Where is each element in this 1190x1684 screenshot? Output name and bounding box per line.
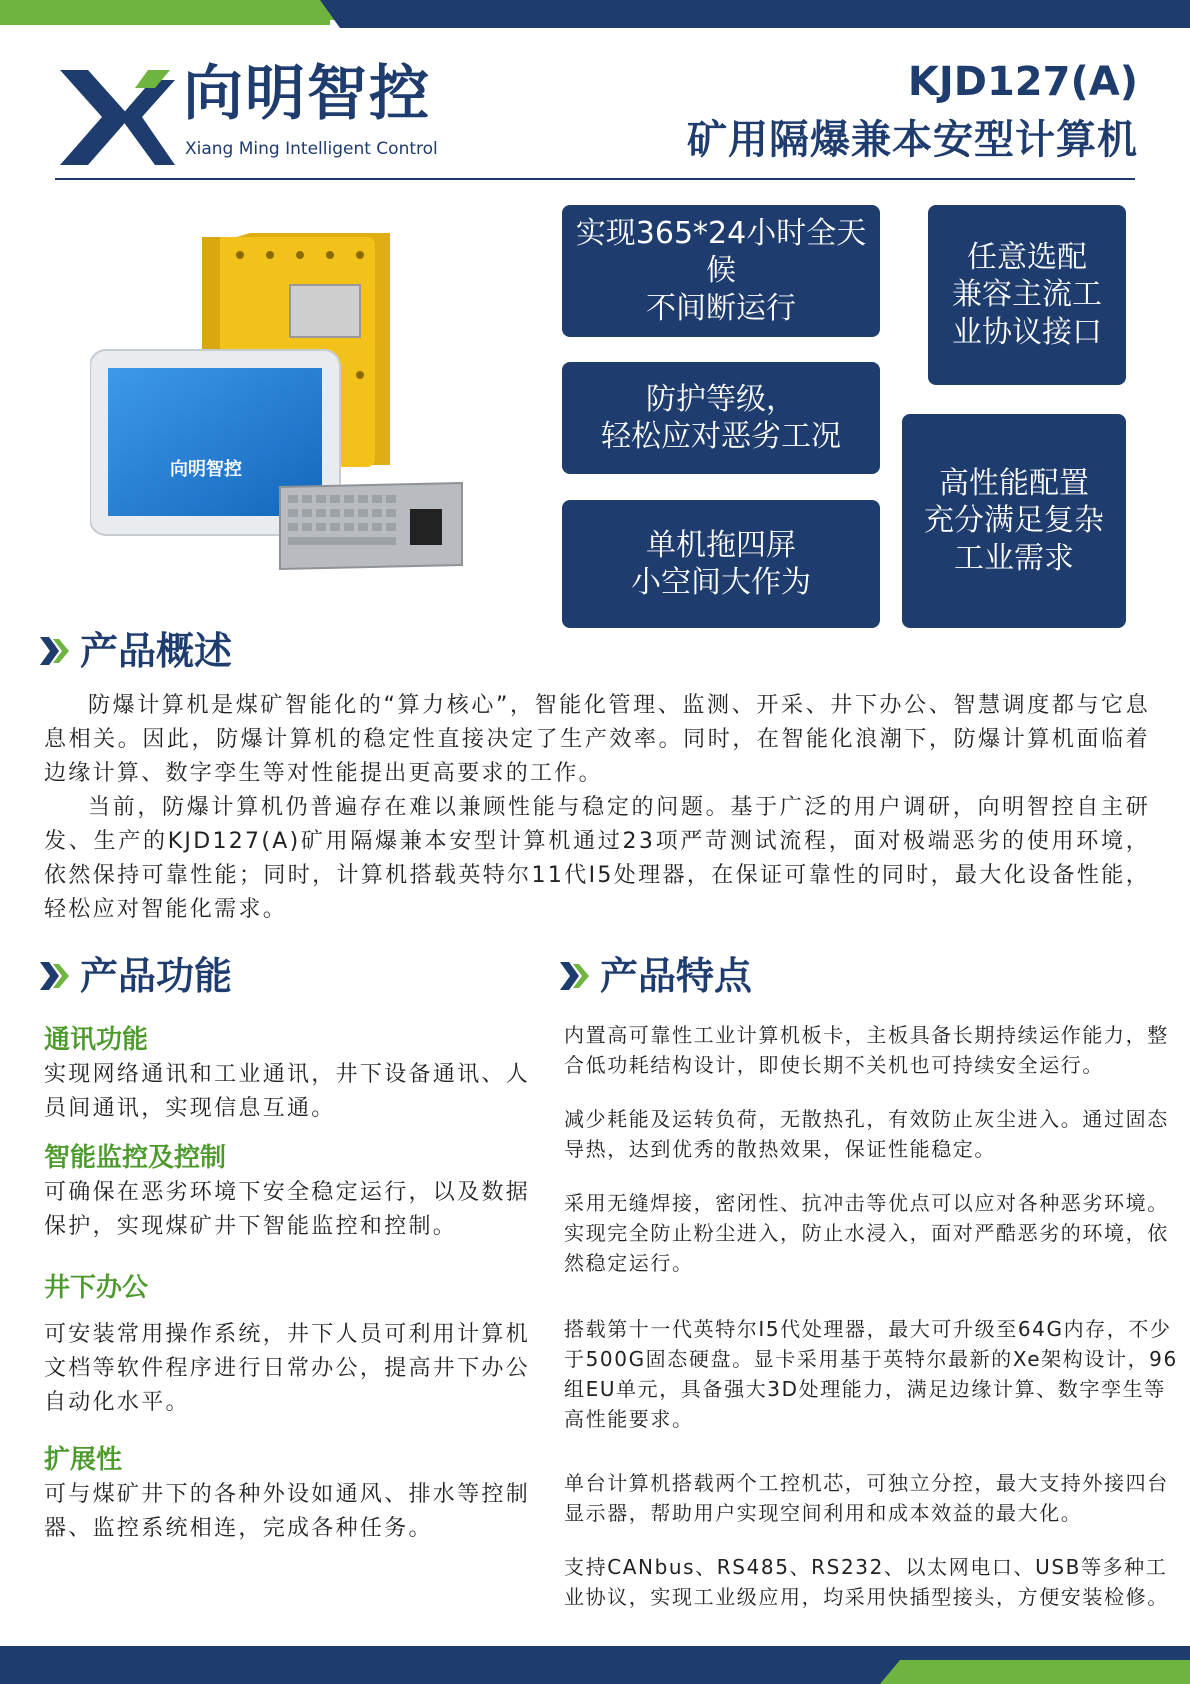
feature-item: 单台计算机搭载两个工控机芯，可独立分控，最大支持外接四台显示器，帮助用户实现空间利用和成本效益的最大化。 xyxy=(564,1471,1169,1525)
section-heading-functions: 产品功能 xyxy=(40,957,232,995)
bottom-green-stripe xyxy=(880,1660,1190,1684)
section-heading-overview: 产品概述 xyxy=(40,632,232,670)
function-text: 实现网络通讯和工业通讯，井下设备通讯、人员间通讯，实现信息互通。 xyxy=(44,1062,531,1121)
double-chevron-icon xyxy=(40,962,72,990)
brand-name-cn: 向明智控 xyxy=(183,59,431,129)
function-item xyxy=(44,1140,534,1244)
function-title: 通讯功能 xyxy=(44,1025,149,1055)
highlight-protection: 防护等级， 轻松应对恶劣工况 xyxy=(562,362,880,474)
features-list xyxy=(564,1020,1184,1612)
function-text: 可与煤矿井下的各种外设如通风、排水等控制器、监控系统相连，完成各种任务。 xyxy=(44,1482,531,1541)
function-item xyxy=(44,1442,534,1546)
brand-name-en: Xiang Ming Intelligent Control xyxy=(185,139,438,159)
feature-item: 内置高可靠性工业计算机板卡，主板具备长期持续运作能力，整合低功耗结构设计，即使长期不关机也可持续安全运行。 xyxy=(564,1023,1169,1077)
overview-text xyxy=(44,689,1150,927)
overview-paragraph: 防爆计算机是煤矿智能化的“算力核心”，智能化管理、监测、开采、井下办公、智慧调度都与它息息相关。因此，防爆计算机的稳定性直接决定了生产效率。同时，在智能化浪潮下，防爆计算机面临着边缘计算、数字孪生等对性能提出更高要求的工作。 xyxy=(44,693,1150,786)
feature-item: 减少耗能及运转负荷，无散热孔，有效防止灰尘进入。通过固态导热，达到优秀的散热效果，保证性能稳定。 xyxy=(564,1107,1169,1161)
feature-item: 支持CANbus、RS485、RS232、以太网电口、USB等多种工业协议，实现工业级应用，均采用快插型接头，方便安装检修。 xyxy=(564,1555,1169,1609)
overview-paragraph: 当前，防爆计算机仍普遍存在难以兼顾性能与稳定的问题。基于广泛的用户调研，向明智控自主研发、生产的KJD127(A)矿用隔爆兼本安型计算机通过23项严苛测试流程，面对极端恶劣的使用环境，依然保持可靠性能；同时，计算机搭载英特尔11代I5处理器，在保证可靠性的同时，最大化设备性能，轻松应对智能化需求。 xyxy=(44,795,1150,922)
highlight-four-screens: 单机拖四屏 小空间大作为 xyxy=(562,500,880,628)
highlight-uptime: 实现365*24小时全天候 不间断运行 xyxy=(562,205,880,337)
functions-list xyxy=(44,1022,534,1546)
function-text: 可安装常用操作系统，井下人员可利用计算机文档等软件程序进行日常办公，提高井下办公自动化水平。 xyxy=(44,1322,531,1415)
feature-item: 采用无缝焊接，密闭性、抗冲击等优点可以应对各种恶劣环境。实现完全防止粉尘进入，防止水浸入，面对严酷恶劣的环境，依然稳定运行。 xyxy=(564,1191,1169,1275)
feature-item: 搭载第十一代英特尔I5代处理器，最大可升级至64G内存，不少于500G固态硬盘。显卡采用基于英特尔最新的Xe架构设计，96组EU单元，具备强大3D处理能力，满足边缘计算、数字孪生等高性能要求。 xyxy=(564,1317,1178,1431)
function-item xyxy=(44,1022,534,1126)
function-title: 井下办公 xyxy=(44,1273,149,1303)
function-title: 扩展性 xyxy=(44,1445,123,1475)
function-title: 智能监控及控制 xyxy=(44,1143,227,1173)
top-green-stripe-thin xyxy=(0,20,330,25)
top-green-stripe xyxy=(0,0,360,20)
screen-logo-text: 向明智控 xyxy=(170,459,242,480)
top-navy-stripe xyxy=(300,0,1190,28)
header-divider xyxy=(55,178,1135,180)
product-illustration xyxy=(90,225,530,585)
function-text: 可确保在恶劣环境下安全稳定运行，以及数据保护，实现煤矿井下智能监控和控制。 xyxy=(44,1180,531,1239)
highlight-performance: 高性能配置 充分满足复杂 工业需求 xyxy=(902,414,1126,628)
logo-mark-icon xyxy=(60,70,175,165)
highlight-protocols: 任意选配 兼容主流工 业协议接口 xyxy=(928,205,1126,385)
function-item xyxy=(44,1270,534,1420)
product-model: KJD127(A) xyxy=(907,59,1138,105)
section-heading-features: 产品特点 xyxy=(560,957,752,995)
product-name: 矿用隔爆兼本安型计算机 xyxy=(687,117,1138,163)
double-chevron-icon xyxy=(560,962,592,990)
double-chevron-icon xyxy=(40,637,72,665)
